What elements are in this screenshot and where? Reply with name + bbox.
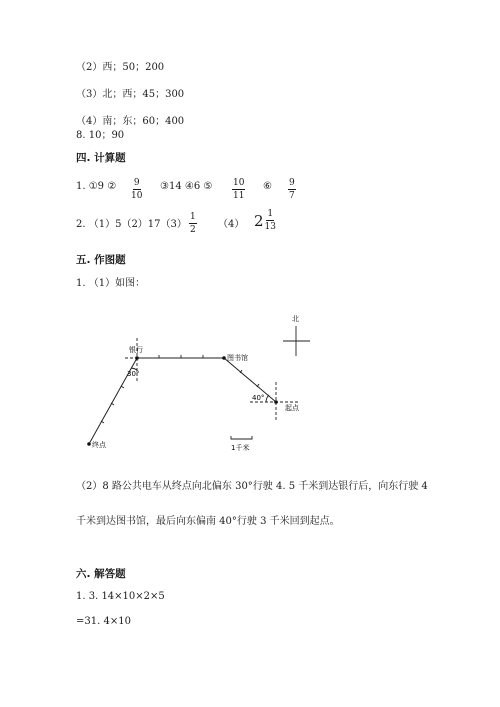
- calc-q2-prefix: 2. （1）5（2）17（3）: [76, 219, 187, 230]
- label-start: 起点: [285, 404, 299, 412]
- scale-bar: [231, 436, 252, 439]
- label-bank: 银行: [129, 346, 143, 354]
- fraction-denominator: 10: [131, 191, 143, 201]
- fraction-denominator: 13: [264, 222, 276, 232]
- start-point: [274, 400, 278, 404]
- end-point: [87, 442, 91, 446]
- section-heading-drawing: 五. 作图题: [76, 254, 126, 266]
- answer-8: 8. 10；90: [76, 130, 125, 141]
- label-angle-40: 40°: [252, 394, 265, 402]
- mixed-whole: 2: [254, 211, 264, 230]
- calc-q1-six: ⑥: [263, 181, 272, 192]
- solve-line2: =31. 4×10: [76, 616, 131, 627]
- label-library: 图书馆: [227, 354, 248, 362]
- label-angle-30: 30°: [127, 370, 140, 378]
- calc-q1-prefix: 1. ①9 ②: [76, 181, 117, 192]
- label-end: 终点: [92, 441, 106, 449]
- fraction-numerator: 1: [190, 212, 196, 222]
- angle-arc-40: [266, 395, 269, 402]
- section-heading-solve: 六. 解答题: [76, 568, 126, 580]
- bank-point: [135, 356, 139, 360]
- fraction-numerator: 9: [289, 178, 295, 188]
- fraction-denominator: 11: [233, 191, 245, 201]
- fraction-denominator: 2: [190, 225, 196, 235]
- drawing-q2-line1: （2）8 路公共电车从终点向北偏东 30°行驶 4. 5 千米到达银行后，向东行驶 4: [76, 481, 428, 492]
- label-scale: 1千米: [231, 444, 250, 452]
- fraction-numerator: 1: [267, 209, 274, 219]
- library-point: [222, 356, 226, 360]
- answer-3: （3）北；西；45；300: [76, 89, 185, 100]
- tick-mark: [121, 386, 124, 388]
- fraction-numerator: 9: [133, 178, 140, 188]
- drawing-q1: 1. （1）如图：: [76, 278, 146, 289]
- fraction-denominator: 7: [289, 191, 295, 201]
- fraction-numerator: 10: [233, 178, 245, 188]
- solve-line1: 1. 3. 14×10×2×5: [76, 591, 165, 602]
- section-heading-calc: 四. 计算题: [76, 152, 126, 164]
- calc-q1-mid: ③14 ④6 ⑤: [160, 181, 213, 192]
- drawing-q2-line2: 千米到达图书馆，最后向东偏南 40°行驶 3 千米回到起点。: [76, 516, 340, 527]
- calc-q2-four: （4）: [218, 219, 245, 230]
- answer-4: （4）南；东；60；400: [76, 116, 185, 127]
- label-north: 北: [292, 315, 299, 323]
- answer-2: （2）西；50；200: [76, 62, 165, 73]
- route-path: [89, 358, 276, 444]
